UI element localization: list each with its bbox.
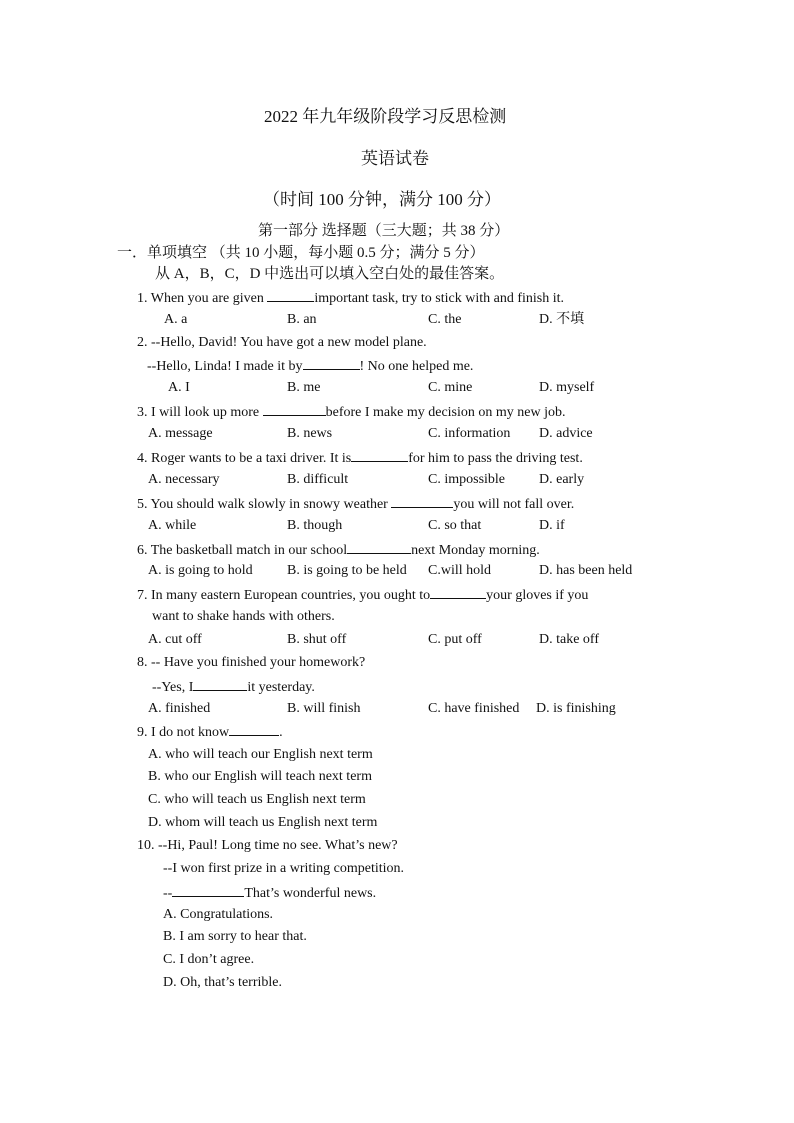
part-heading: 第一部分 选择题（三大题；共 38 分） bbox=[258, 223, 510, 239]
option: D. advice bbox=[539, 426, 593, 441]
question-stem: --I won first prize in a writing competition. bbox=[163, 861, 405, 876]
option: C. have finished bbox=[428, 701, 520, 716]
option: C. who will teach us English next term bbox=[148, 792, 366, 807]
option: C. the bbox=[428, 312, 462, 327]
option: A. finished bbox=[148, 701, 211, 716]
question-stem: 10. --Hi, Paul! Long time no see. What’s new? bbox=[137, 838, 398, 853]
option: B. shut off bbox=[287, 632, 347, 647]
question-stem: want to shake hands with others. bbox=[152, 609, 335, 624]
answer-blank bbox=[263, 402, 326, 416]
question-stem: --Hello, Linda! I made it by ! No one helped me. bbox=[147, 356, 473, 376]
question-stem: 3. I will look up more before I make my decision on my new job. bbox=[137, 402, 566, 422]
option: D. myself bbox=[539, 380, 595, 395]
option: A. message bbox=[148, 426, 213, 441]
option: A. Congratulations. bbox=[163, 907, 274, 922]
option: D. take off bbox=[539, 632, 599, 647]
option: D. if bbox=[539, 518, 565, 533]
option: B. who our English will teach next term bbox=[148, 769, 372, 784]
instruction: 从 A，B，C，D 中选出可以填入空白处的最佳答案。 bbox=[155, 266, 505, 282]
option: D. 不填 bbox=[539, 312, 585, 327]
answer-blank bbox=[172, 883, 244, 897]
answer-blank bbox=[347, 540, 411, 554]
question-stem: -- That’s wonderful news. bbox=[163, 883, 376, 903]
option: D. whom will teach us English next term bbox=[148, 815, 378, 830]
option: C. information bbox=[428, 426, 511, 441]
option: B. is going to be held bbox=[287, 563, 407, 578]
option: B. difficult bbox=[287, 472, 349, 487]
question-stem: --Yes, I it yesterday. bbox=[152, 677, 315, 697]
option: A. who will teach our English next term bbox=[148, 747, 373, 762]
option: A. cut off bbox=[148, 632, 202, 647]
answer-blank bbox=[391, 494, 453, 508]
answer-blank bbox=[303, 356, 360, 370]
option: A. necessary bbox=[148, 472, 220, 487]
time-info: （时间 100 分钟，满分 100 分） bbox=[263, 190, 501, 209]
option: B. though bbox=[287, 518, 343, 533]
option: B. will finish bbox=[287, 701, 361, 716]
answer-blank bbox=[229, 722, 279, 736]
answer-blank bbox=[267, 288, 314, 302]
question-stem: 8. -- Have you finished your homework? bbox=[137, 655, 366, 670]
option: C. put off bbox=[428, 632, 482, 647]
option: B. an bbox=[287, 312, 317, 327]
question-stem: 2. --Hello, David! You have got a new model plane. bbox=[137, 335, 427, 350]
option: C. so that bbox=[428, 518, 482, 533]
option: A. a bbox=[164, 312, 188, 327]
option: B. I am sorry to hear that. bbox=[163, 929, 307, 944]
option: A. while bbox=[148, 518, 197, 533]
option: C. mine bbox=[428, 380, 473, 395]
question-stem: 6. The basketball match in our school next Monday morning. bbox=[137, 540, 540, 560]
question-stem: 1. When you are given important task, try to stick with and finish it. bbox=[137, 288, 564, 308]
question-stem: 9. I do not know . bbox=[137, 722, 283, 742]
answer-blank bbox=[193, 677, 247, 691]
option: D. Oh, that’s terrible. bbox=[163, 975, 282, 990]
option: C.will hold bbox=[428, 563, 492, 578]
question-stem: 5. You should walk slowly in snowy weather you will not fall over. bbox=[137, 494, 574, 514]
option: B. news bbox=[287, 426, 333, 441]
exam-title: 2022 年九年级阶段学习反思检测 bbox=[264, 107, 507, 126]
option: C. I don’t agree. bbox=[163, 952, 255, 967]
option: B. me bbox=[287, 380, 321, 395]
subject-title: 英语试卷 bbox=[361, 149, 429, 168]
section-heading: 一．单项填空 （共 10 小题，每小题 0.5 分；满分 5 分） bbox=[117, 245, 485, 261]
option: A. is going to hold bbox=[148, 563, 253, 578]
option: D. early bbox=[539, 472, 585, 487]
answer-blank bbox=[430, 585, 486, 599]
option: A. I bbox=[168, 380, 190, 395]
option: D. has been held bbox=[539, 563, 633, 578]
question-stem: 4. Roger wants to be a taxi driver. It is for him to pass the driving test. bbox=[137, 448, 583, 468]
option: D. is finishing bbox=[536, 701, 616, 716]
option: C. impossible bbox=[428, 472, 506, 487]
answer-blank bbox=[351, 448, 408, 462]
question-stem: 7. In many eastern European countries, you ought to your gloves if you bbox=[137, 585, 588, 605]
